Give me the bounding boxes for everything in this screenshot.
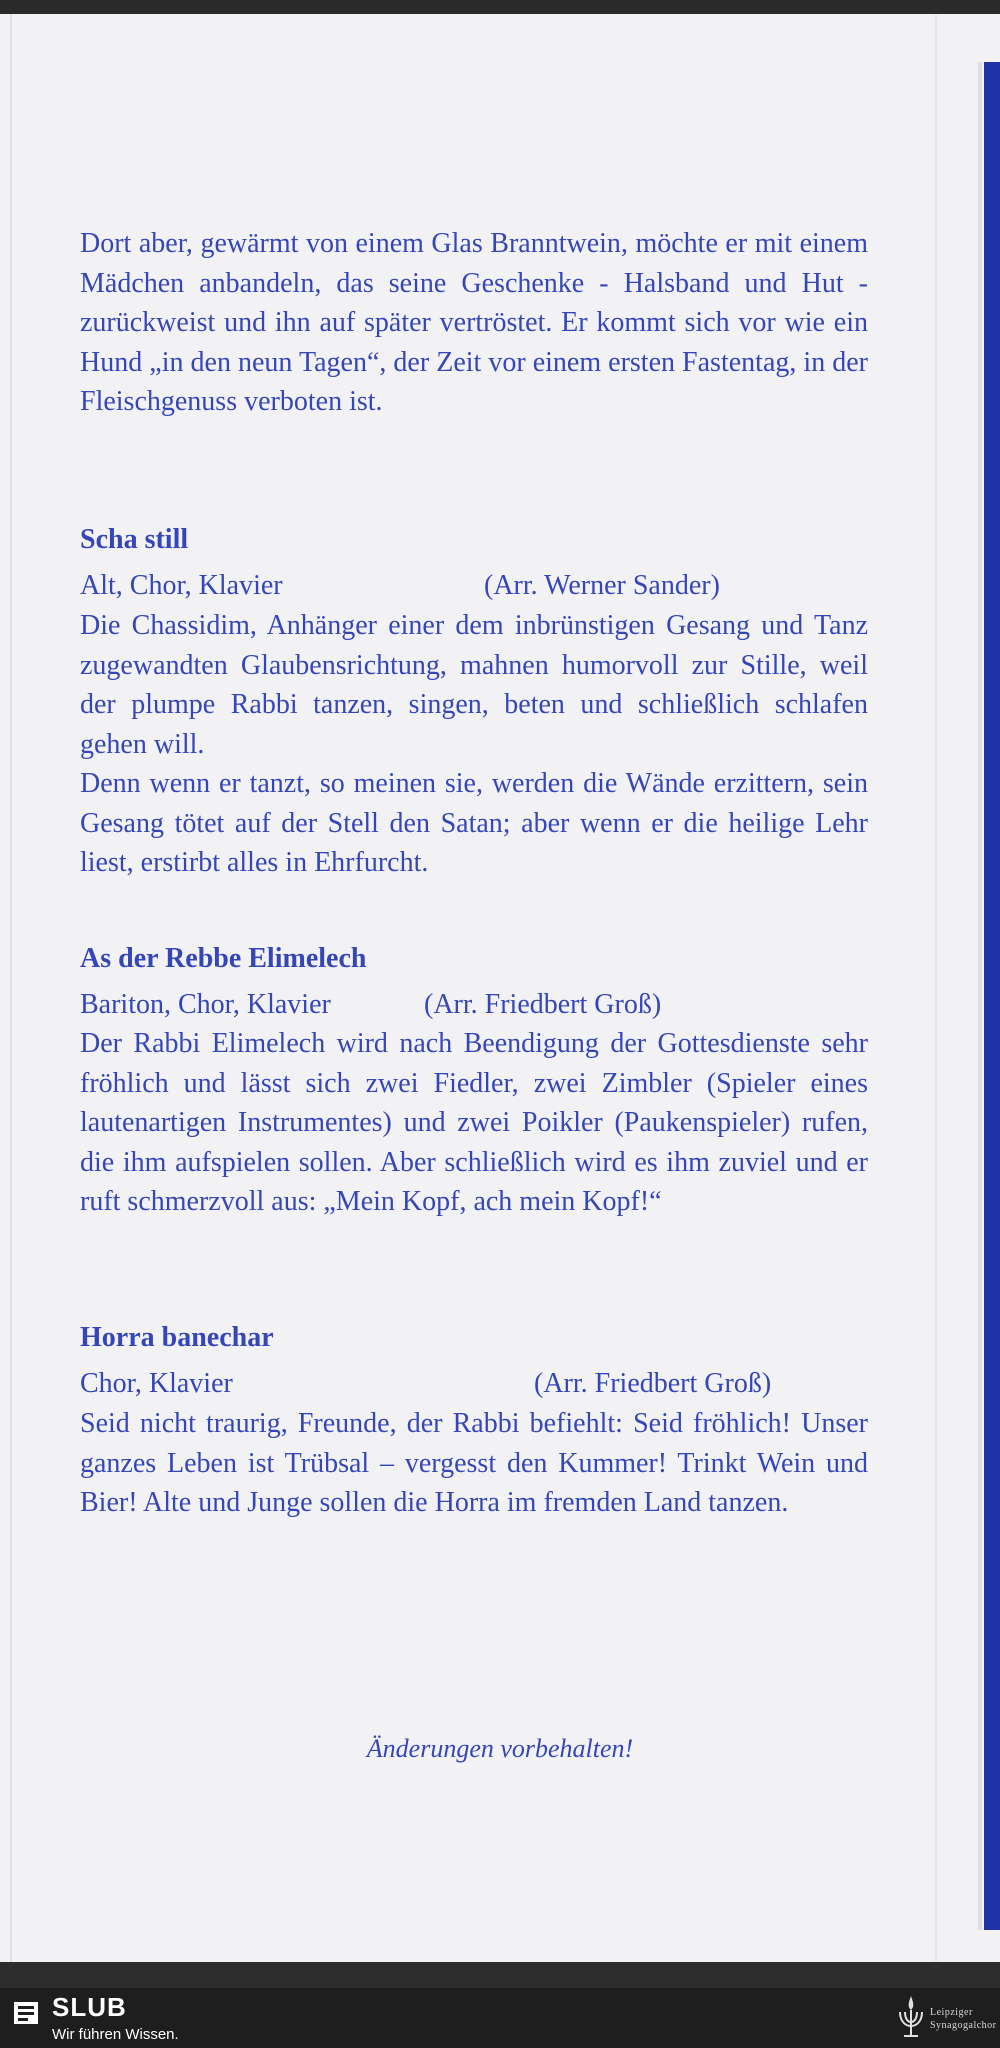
- section-paragraph: Seid nicht traurig, Freunde, der Rabbi befiehlt: Seid fröhlich! Unser ganzes Leben ist Trübsal – vergesst den Kummer! Trinkt Wein und Bier! Alte und Junge sollen die Horra im fremden Land tanzen.: [80, 1408, 868, 1518]
- section-body-horra: [80, 1404, 868, 1523]
- library-name: SLUB: [52, 1992, 127, 2022]
- scoring-line-horra: [80, 1364, 868, 1404]
- slub-logo-icon: [14, 2000, 38, 2026]
- footer-note: Änderungen vorbehalten!: [366, 1734, 634, 1763]
- section-body-scha-still: [80, 606, 868, 883]
- scoring: Alt, Chor, Klavier: [80, 570, 283, 601]
- blue-cover-strip: [984, 62, 1000, 1930]
- choir-name: [930, 2006, 997, 2032]
- menorah-logo-icon: [896, 1992, 926, 2040]
- page-left-edge: [10, 14, 12, 1962]
- intro-paragraph: Dort aber, gewärmt von einem Glas Branntwein, möchte er mit einem Mädchen anbandeln, das seine Geschenke - Halsband und Hut - zurückweist und ihn auf später vertröstet. Er kommt sich vor wie ein Hund „in den neun Tagen“, der Zeit vor einem ersten Fastentag, in der Fleischgenuss verboten ist.: [80, 228, 868, 417]
- choir-name-line2: Synagogalchor: [930, 2020, 997, 2031]
- section-paragraph: Denn wenn er tanzt, so meinen sie, werden die Wände erzittern, sein Gesang tötet auf der Stell den Satan; aber wenn er die heilige Lehr liest, erstirbt alles in Ehrfurcht.: [80, 768, 868, 878]
- section-title-as-der-rebbe-elimelech: As der Rebbe Elimelech: [80, 943, 367, 974]
- viewer-top-bar: [0, 0, 1000, 14]
- viewer-bottom-bar: [0, 1962, 1000, 2048]
- arranger: (Arr. Friedbert Groß): [534, 1368, 772, 1399]
- section-body-elimelech: [80, 1024, 868, 1222]
- scoring: Bariton, Chor, Klavier: [80, 989, 331, 1020]
- next-panel-edge: [978, 62, 982, 1930]
- scoring: Chor, Klavier: [80, 1368, 233, 1399]
- arranger: (Arr. Werner Sander): [484, 570, 720, 601]
- page-fold-line: [935, 14, 937, 1962]
- scanned-page: [0, 14, 1000, 1962]
- section-title-scha-still: Scha still: [80, 524, 189, 555]
- section-title-horra-banechar: Horra banechar: [80, 1322, 274, 1353]
- scoring-line-scha-still: [80, 566, 868, 606]
- bottom-bar-strip: [0, 1962, 1000, 1988]
- section-paragraph: Die Chassidim, Anhänger einer dem inbrünstigen Gesang und Tanz zugewandten Glaubensrichtung, mahnen humorvoll zur Stille, weil der plumpe Rabbi tanzen, singen, beten und schließlich schlafen gehen will.: [80, 610, 868, 760]
- intro-paragraph-block: [80, 224, 868, 422]
- choir-name-line1: Leipziger: [930, 2007, 973, 2018]
- section-paragraph: Der Rabbi Elimelech wird nach Beendigung der Gottesdienste sehr fröhlich und lässt sich zwei Fiedler, zwei Zimbler (Spieler eines lautenartigen Instrumentes) und zwei Poikler (Paukenspieler) rufen, die ihm aufspielen sollen. Aber schließlich wird es ihm zuviel und er ruft schmerzvoll aus: „Mein Kopf, ach mein Kopf!“: [80, 1028, 868, 1217]
- arranger: (Arr. Friedbert Groß): [424, 989, 662, 1020]
- library-tagline: Wir führen Wissen.: [52, 2026, 179, 2043]
- scoring-line-elimelech: [80, 985, 868, 1025]
